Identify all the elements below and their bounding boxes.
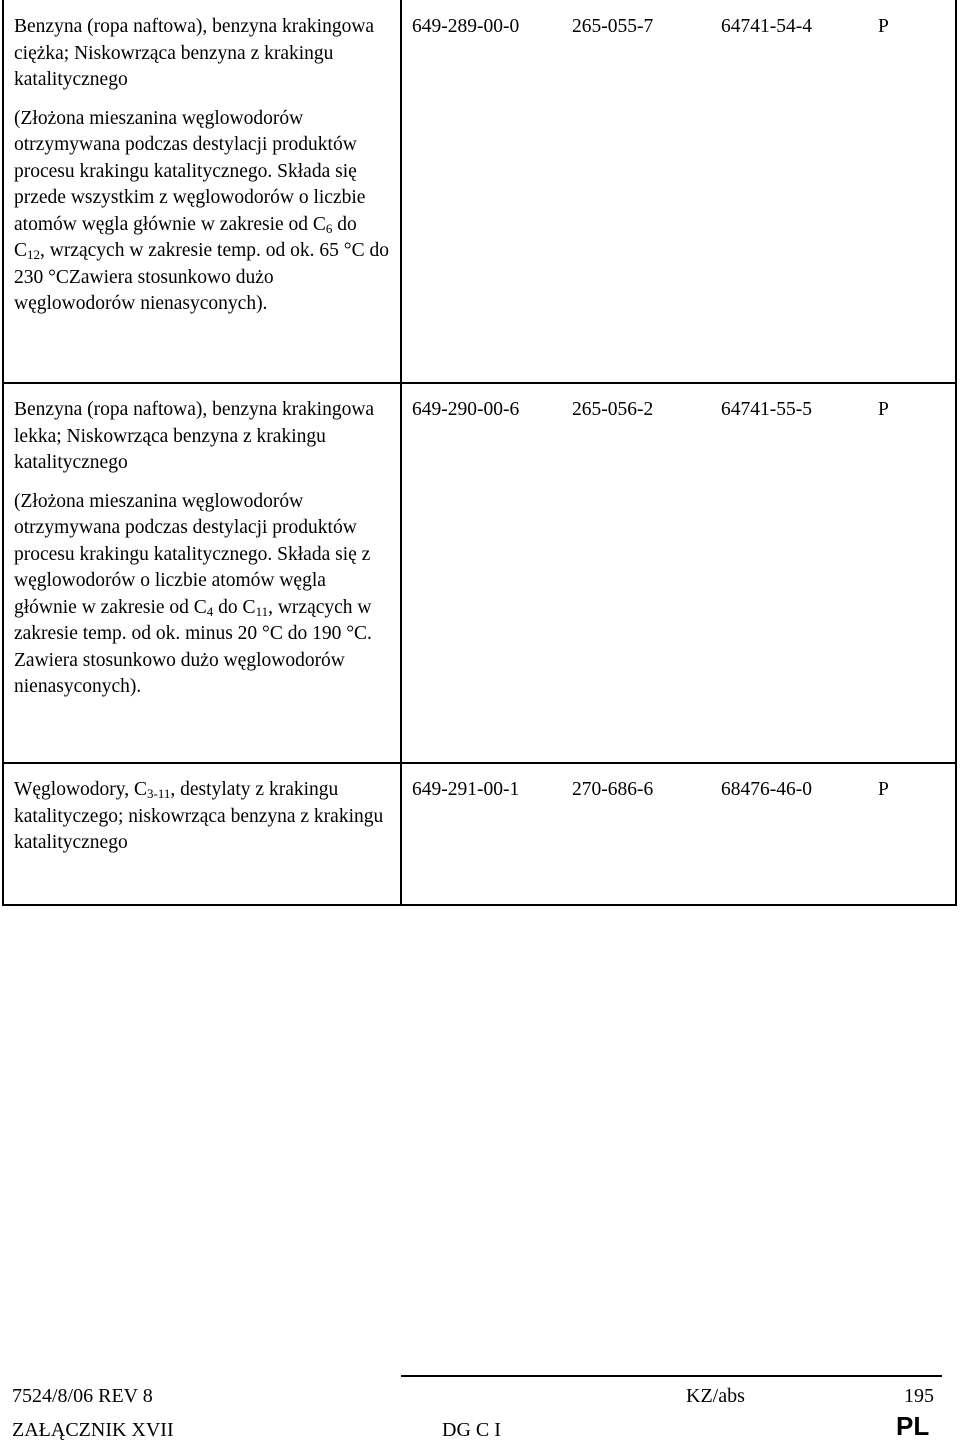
cas-number: 68476-46-0 — [721, 779, 812, 800]
substance-name: Benzyna (ropa naftowa), benzyna krakingowa ciężka; Niskowrząca benzyna z krakingu katalitycznego — [14, 16, 375, 90]
substance-name-cell — [4, 384, 402, 762]
annex-label: ZAŁĄCZNIK XVII — [12, 1419, 174, 1441]
index-number: 649-290-00-6 — [412, 399, 520, 420]
note-code: P — [878, 16, 889, 37]
table-row — [4, 382, 955, 762]
note-code: P — [878, 399, 889, 420]
substance-table — [2, 0, 957, 906]
substance-name: Benzyna (ropa naftowa), benzyna krakingowa lekka; Niskowrząca benzyna z krakingu katalitycznego — [14, 399, 375, 473]
ec-number: 265-055-7 — [572, 16, 654, 37]
ec-number: 265-056-2 — [572, 399, 654, 420]
substance-name-cell — [4, 0, 402, 382]
page-number: 195 — [904, 1385, 934, 1407]
index-number: 649-289-00-0 — [412, 16, 520, 37]
language-code: PL — [896, 1411, 930, 1441]
ec-number: 270-686-6 — [572, 779, 654, 800]
footer-divider — [401, 1375, 942, 1377]
substance-description: (Złożona mieszanina węglowodorów otrzymywana podczas destylacji produktów procesu krakingu katalitycznego. Składa się przede wszystkim z węglowodorów o liczbie atomów węgla głównie w zakresie od $C_6$ do $C_{12}$, wrzących w zakresie temp. od ok. 65 °C do 230 °CZawiera stosunkowo dużo węglowodorów nienasyconych). — [14, 107, 389, 314]
table-row — [4, 762, 955, 904]
note-code: P — [878, 779, 889, 800]
table-row — [4, 0, 955, 382]
cas-number: 64741-54-4 — [721, 16, 812, 37]
document-reference: 7524/8/06 REV 8 — [12, 1385, 153, 1407]
directorate-label: DG C I — [442, 1419, 501, 1441]
substance-name: Węglowodory, $C_{3-11}$, destylaty z krakingu katalityczego; niskowrząca benzyna z krakingu katalitycznego — [14, 779, 384, 853]
substance-description: (Złożona mieszanina węglowodorów otrzymywana podczas destylacji produktów procesu krakingu katalitycznego. Składa się z węglowodorów o liczbie atomów węgla głównie w zakresie od $C_4$ do $C_{11}$, wrzących w zakresie temp. od ok. minus 20 °C do 190 °C. Zawiera stosunkowo dużo węglowodorów nienasyconych). — [14, 490, 372, 697]
cas-number: 64741-55-5 — [721, 399, 812, 420]
author-initials: KZ/abs — [686, 1385, 745, 1407]
index-number: 649-291-00-1 — [412, 779, 520, 800]
substance-name-cell — [4, 764, 402, 904]
